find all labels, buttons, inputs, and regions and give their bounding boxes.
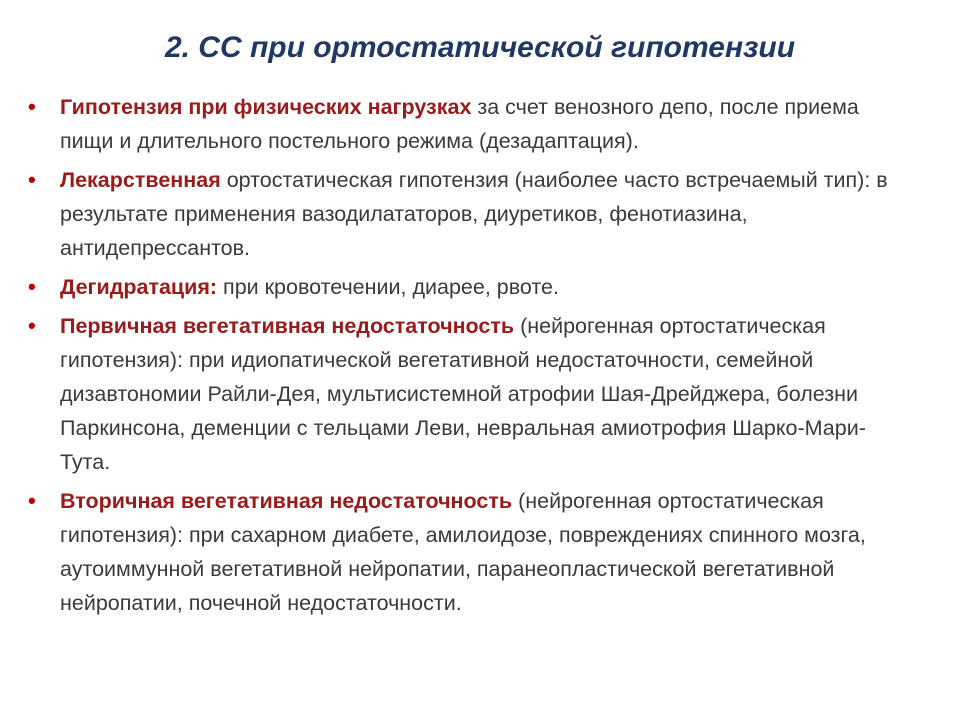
bullet-icon: • [28, 313, 36, 338]
bullet-icon: • [28, 274, 36, 299]
item-lead: Дегидратация: [60, 275, 218, 299]
list-item [28, 163, 908, 265]
bullet-icon: • [28, 488, 36, 513]
bullet-icon: • [28, 94, 36, 119]
item-lead: Первичная вегетативная недостаточность [60, 314, 515, 338]
item-lead: Гипотензия при физических нагрузках [60, 95, 472, 119]
bullet-icon: • [28, 167, 36, 192]
item-text: за счет венозного депо, после приема пищи и длительного постельного режима (дезадаптация). [60, 95, 859, 153]
item-text: при кровотечении, диарее, рвоте. [217, 275, 559, 299]
list-item [28, 90, 908, 158]
item-text: (нейрогенная ортостатическая гипотензия): при идиопатической вегетативной недостаточности, семейной дизавтономии Райли-Дея, мультисистемной атрофии Шая-Дрейджера, болезни Паркинсона, деменции с тельцами Леви, невральная амиотрофия Шарко-Мари-Тута. [60, 314, 866, 474]
item-text: ортостатическая гипотензия (наиболее часто встречаемый тип): в результате применения вазодилататоров, диуретиков, фенотиазина, антидепрессантов. [60, 168, 888, 260]
list-item [28, 270, 908, 304]
item-lead: Лекарственная [60, 168, 221, 192]
item-text: (нейрогенная ортостатическая гипотензия): при сахарном диабете, амилоидозе, повреждениях спинного мозга, аутоиммунной вегетативной нейропатии, паранеопластической вегетативной нейропатии, почечной недостаточности. [60, 489, 866, 615]
bullet-list [28, 90, 908, 625]
list-item [28, 484, 908, 620]
list-item [28, 309, 908, 479]
item-lead: Вторичная вегетативная недостаточность [60, 489, 513, 513]
page-title: 2. СС при ортостатической гипотензии [164, 31, 796, 64]
